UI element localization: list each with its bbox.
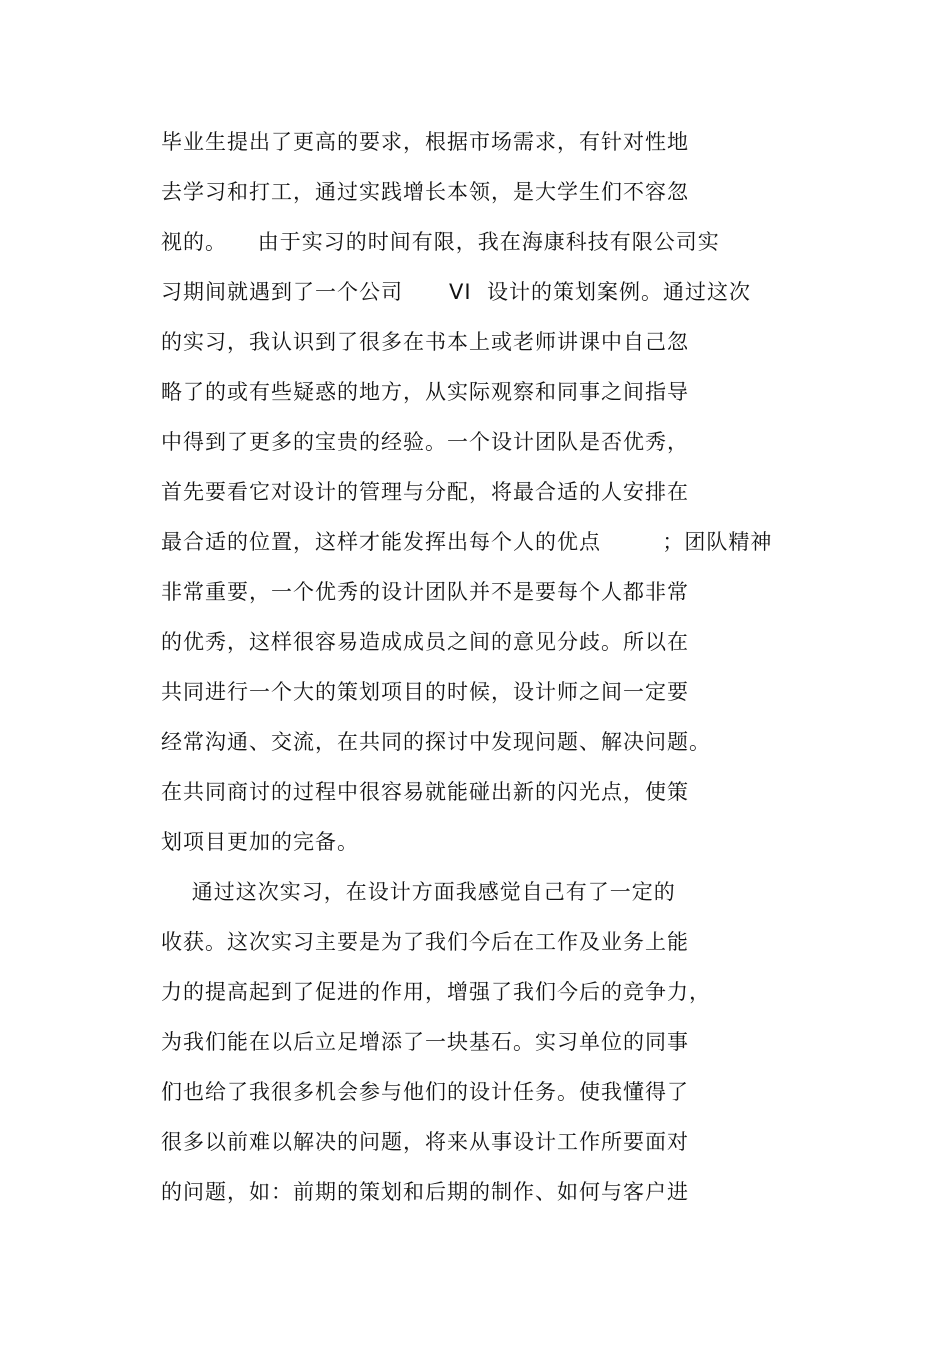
- text-line: 经常沟通、交流，在共同的探讨中发现问题、解决问题。: [161, 730, 711, 754]
- text-line: 划项目更加的完备。: [161, 830, 359, 854]
- text-line: 的实习，我认识到了很多在书本上或老师讲课中自己忽: [161, 330, 689, 354]
- text-line: 中得到了更多的宝贵的经验。一个设计团队是否优秀，: [161, 430, 689, 454]
- text-line: 非常重要，一个优秀的设计团队并不是要每个人都非常: [161, 580, 689, 604]
- text-line: 力的提高起到了促进的作用，增强了我们今后的竞争力，: [161, 980, 711, 1004]
- text-line: 通过这次实习，在设计方面我感觉自己有了一定的: [161, 880, 676, 904]
- text-line: 首先要看它对设计的管理与分配，将最合适的人安排在: [161, 480, 689, 504]
- text-line: 共同进行一个大的策划项目的时候，设计师之间一定要: [161, 680, 689, 704]
- text-line: 们也给了我很多机会参与他们的设计任务。使我懂得了: [161, 1080, 689, 1104]
- text-line: 的优秀，这样很容易造成成员之间的意见分歧。所以在: [161, 630, 689, 654]
- text-line: 在共同商讨的过程中很容易就能碰出新的闪光点，使策: [161, 780, 689, 804]
- text-line: 为我们能在以后立足增添了一块基石。实习单位的同事: [161, 1030, 689, 1054]
- text-line: 收获。这次实习主要是为了我们今后在工作及业务上能: [161, 930, 689, 954]
- text-line: 视的。 由于实习的时间有限，我在海康科技有限公司实: [161, 230, 720, 254]
- text-line: 最合适的位置，这样才能发挥出每个人的优点 ；团队精神: [161, 530, 773, 554]
- text-line: 去学习和打工，通过实践增长本领，是大学生们不容忽: [161, 180, 689, 204]
- text-line: 习期间就遇到了一个公司 VI 设计的策划案例。通过这次: [161, 280, 751, 304]
- text-line: 很多以前难以解决的问题，将来从事设计工作所要面对: [161, 1130, 689, 1154]
- text-line: 略了的或有些疑惑的地方，从实际观察和同事之间指导: [161, 380, 689, 404]
- text-line: 的问题，如：前期的策划和后期的制作、如何与客户进: [161, 1180, 689, 1204]
- text-line: 毕业生提出了更高的要求，根据市场需求，有针对性地: [161, 130, 689, 154]
